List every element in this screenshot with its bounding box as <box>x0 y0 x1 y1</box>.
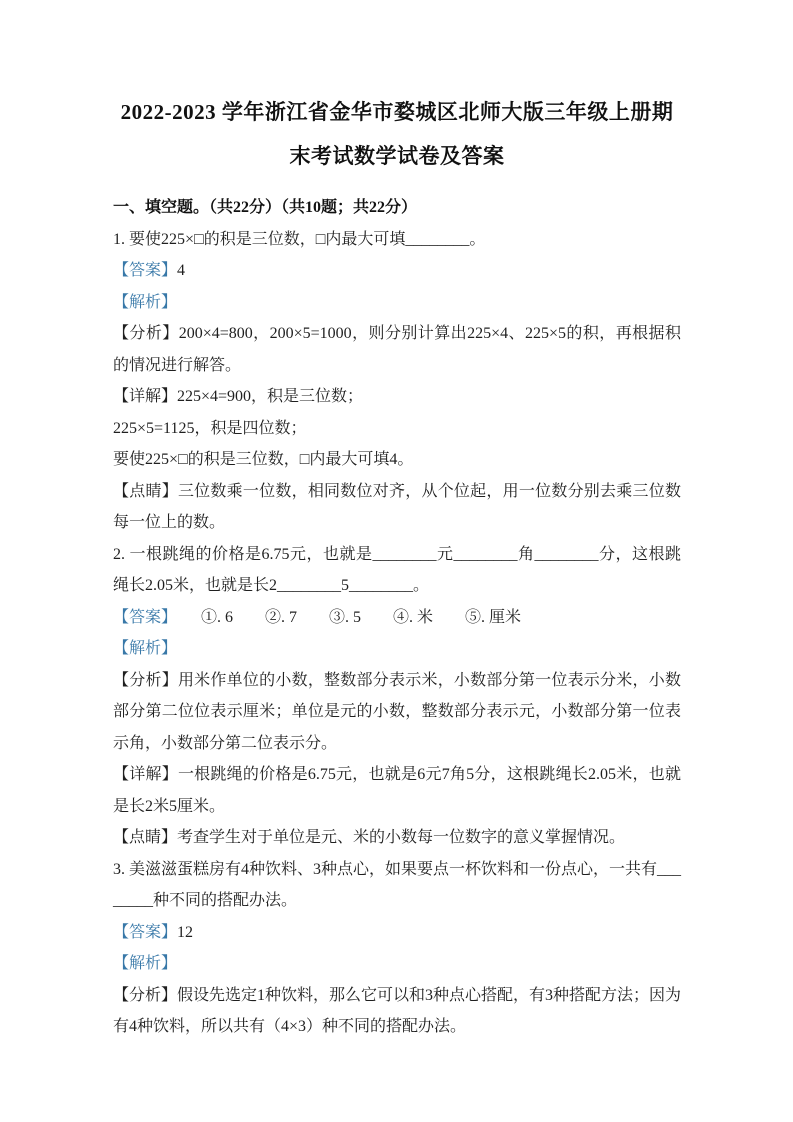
text-run: 225×5=1125，积是四位数； <box>113 419 307 437</box>
question-3 <box>113 854 681 917</box>
text-run: 【分析】200×4=800，200×5=1000，则分别计算出225×4、225×5的积，再根据积的情况进行解答。 <box>113 325 681 374</box>
text-run: 【分析】假设先选定1种饮料，那么它可以和3种点心搭配，有3种搭配方法；因为有4种饮料，所以共有（4×3）种不同的搭配办法。 <box>113 986 682 1035</box>
text-run: 【详解】225×4=900，积是三位数； <box>113 388 364 405</box>
analysis-label-1 <box>113 287 681 319</box>
bracket-label: 【答案】 <box>113 608 170 626</box>
text-run: 2. 一根跳绳的价格是6.75元，也就是________元________角________分，这根跳绳长2.05米，也就是长2________5________。 <box>113 545 681 594</box>
analysis-1 <box>113 318 681 381</box>
analysis-label-3 <box>113 948 681 980</box>
question-2 <box>113 539 681 602</box>
bracket-label: 【解析】 <box>113 293 178 311</box>
detail-1-line-3 <box>113 444 681 476</box>
text-run: 3. 美滋滋蛋糕房有4种饮料、3种点心，如果要点一杯饮料和一份点心，一共有________种不同的搭配办法。 <box>113 860 682 909</box>
detail-1-line-1 <box>113 381 681 413</box>
text-run: ①. 6 ②. 7 ③. 5 ④. 米 ⑤. 厘米 <box>169 608 522 626</box>
detail-1-line-2 <box>113 413 681 445</box>
note-1 <box>113 476 681 539</box>
answer-1 <box>113 255 681 287</box>
analysis-2 <box>113 665 681 760</box>
document-title: 2022-2023 学年浙江省金华市婺城区北师大版三年级上册期末考试数学试卷及答案 <box>120 100 674 168</box>
text-run: 1. 要使225×□的积是三位数，□内最大可填________。 <box>113 230 486 248</box>
bracket-label: 【答案】 <box>113 923 178 941</box>
text-run: 【点睛】三位数乘一位数，相同数位对齐，从个位起，用一位数分别去乘三位数每一位上的数。 <box>113 482 681 531</box>
text-run: 一、填空题。（共22分）（共10题；共22分） <box>113 199 418 216</box>
bracket-label: 【解析】 <box>113 955 178 972</box>
note-2 <box>113 822 681 854</box>
bracket-label: 【答案】 <box>113 262 178 279</box>
bracket-label: 【解析】 <box>113 640 178 657</box>
text-run: 要使225×□的积是三位数，□内最大可填4。 <box>113 451 414 468</box>
section-header-fill-in <box>113 192 681 224</box>
answer-2 <box>113 602 681 634</box>
detail-2 <box>113 759 681 822</box>
document-body <box>113 192 681 1043</box>
text-run: 【点睛】考查学生对于单位是元、米的小数每一位数字的意义掌握情况。 <box>113 829 626 846</box>
question-1 <box>113 224 681 256</box>
text-run: 【分析】用米作单位的小数，整数部分表示米，小数部分第一位表示分米，小数部分第二位位表示厘米；单位是元的小数，整数部分表示元，小数部分第一位表示角，小数部分第二位表示分。 <box>113 671 681 752</box>
analysis-3 <box>113 980 681 1043</box>
answer-3 <box>113 917 681 949</box>
analysis-label-2 <box>113 633 681 665</box>
text-run: 12 <box>177 923 194 941</box>
text-run: 【详解】一根跳绳的价格是6.75元，也就是6元7角5分，这根跳绳长2.05米，也就是长2米5厘米。 <box>113 766 681 815</box>
text-run: 4 <box>177 262 186 279</box>
